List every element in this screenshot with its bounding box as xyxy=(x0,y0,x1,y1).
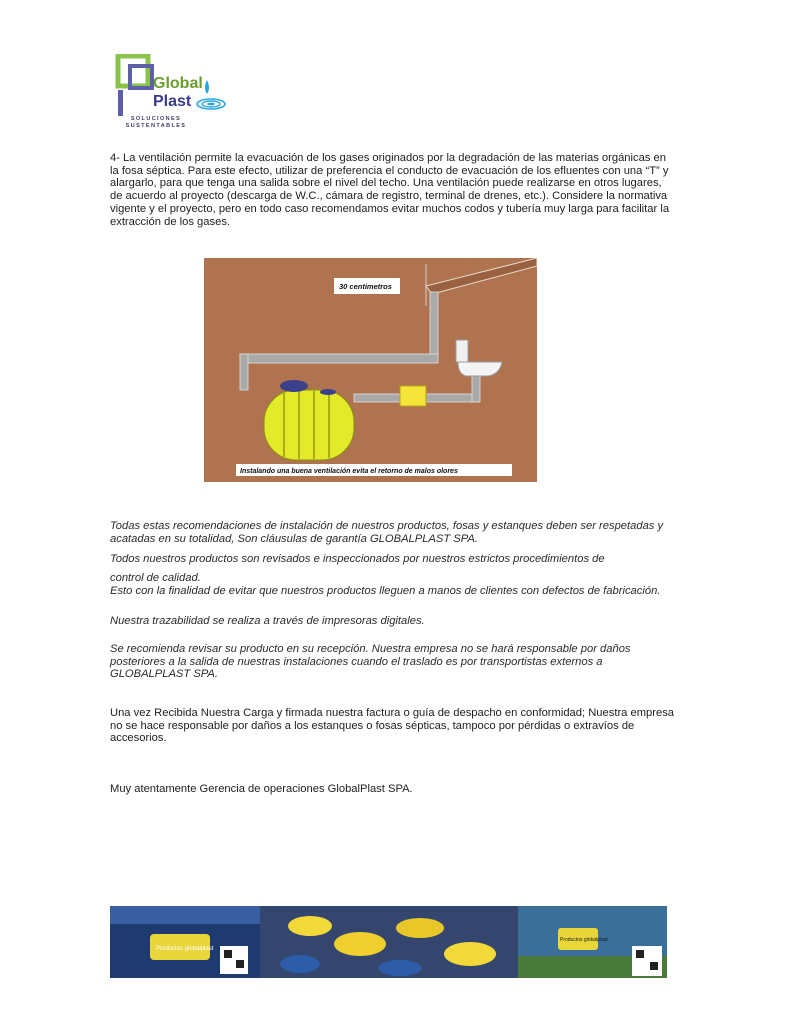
ventilation-paragraph: 4- La ventilación permite la evacuación de los gases originados por la degradación de las materias orgánicas en la fosa séptica. Para este efecto, utilizar de preferencia el conducto de evacuación de los efluentes con una “T” y alargarlo, para que tenga una salida sobre el nivel del techo. Una ventilación puede realizarse en otros lugares, de acuerdo al proyecto (descarga de W.C., cámara de registro, terminal de drenes, etc.). Considere la normativa vigente y el proyecto, pero en todo caso recomendamos evitar muchos codos y tubería muy larga para facilitar la extracción de los gases. xyxy=(110,152,670,228)
delivery-paragraph: Una vez Recibida Nuestra Carga y firmada nuestra factura o guía de despacho en conformidad; Nuestra empresa no se hace responsable por daños a los estanques o fosas sépticas, tampoco por pérdidas o extravíos de accesorios. xyxy=(110,707,675,745)
banner-panel-3-text: Productos globalplast xyxy=(560,937,608,943)
traceability-paragraph: Nuestra trazabilidad se realiza a través de impresoras digitales. xyxy=(110,615,425,627)
signature-line: Muy atentamente Gerencia de operaciones GlobalPlast SPA. xyxy=(110,783,413,795)
diagram-height-label: 30 centimetros xyxy=(339,282,392,291)
svg-text:Plast: Plast xyxy=(153,93,192,110)
ventilation-diagram xyxy=(204,258,537,482)
svg-text:Global: Global xyxy=(153,75,203,92)
inspection-line-2: control de calidad. xyxy=(110,572,201,584)
footer-banner xyxy=(110,906,667,978)
logo-tagline-2: SUSTENTABLES xyxy=(125,122,187,129)
logo-tagline xyxy=(116,116,196,129)
recommendations-paragraph: Todas estas recomendaciones de instalación de nuestros productos, fosas y estanques deben ser respetadas y acatadas en su totalidad, Son cláusulas de garantía GLOBALPLAST SPA. xyxy=(110,520,664,545)
diagram-caption: Instalando una buena ventilación evita el retorno de malos olores xyxy=(240,468,458,475)
inspection-line-1: Todos nuestros productos son revisados e inspeccionados por nuestros estrictos procedimientos de xyxy=(110,553,605,565)
banner-panel-1-text: Productos globalplast xyxy=(156,946,214,952)
reception-paragraph: Se recomienda revisar su producto en su recepción. Nuestra empresa no se hará responsable por daños posteriores a la salida de nuestras instalaciones cuando el traslado es por transportistas externos a GLOBALPLAST SPA. xyxy=(110,643,631,681)
inspection-line-3: Esto con la finalidad de evitar que nuestros productos lleguen a manos de clientes con defectos de fabricación. xyxy=(110,585,661,597)
logo-tagline-1: SOLUCIONES xyxy=(130,116,182,122)
